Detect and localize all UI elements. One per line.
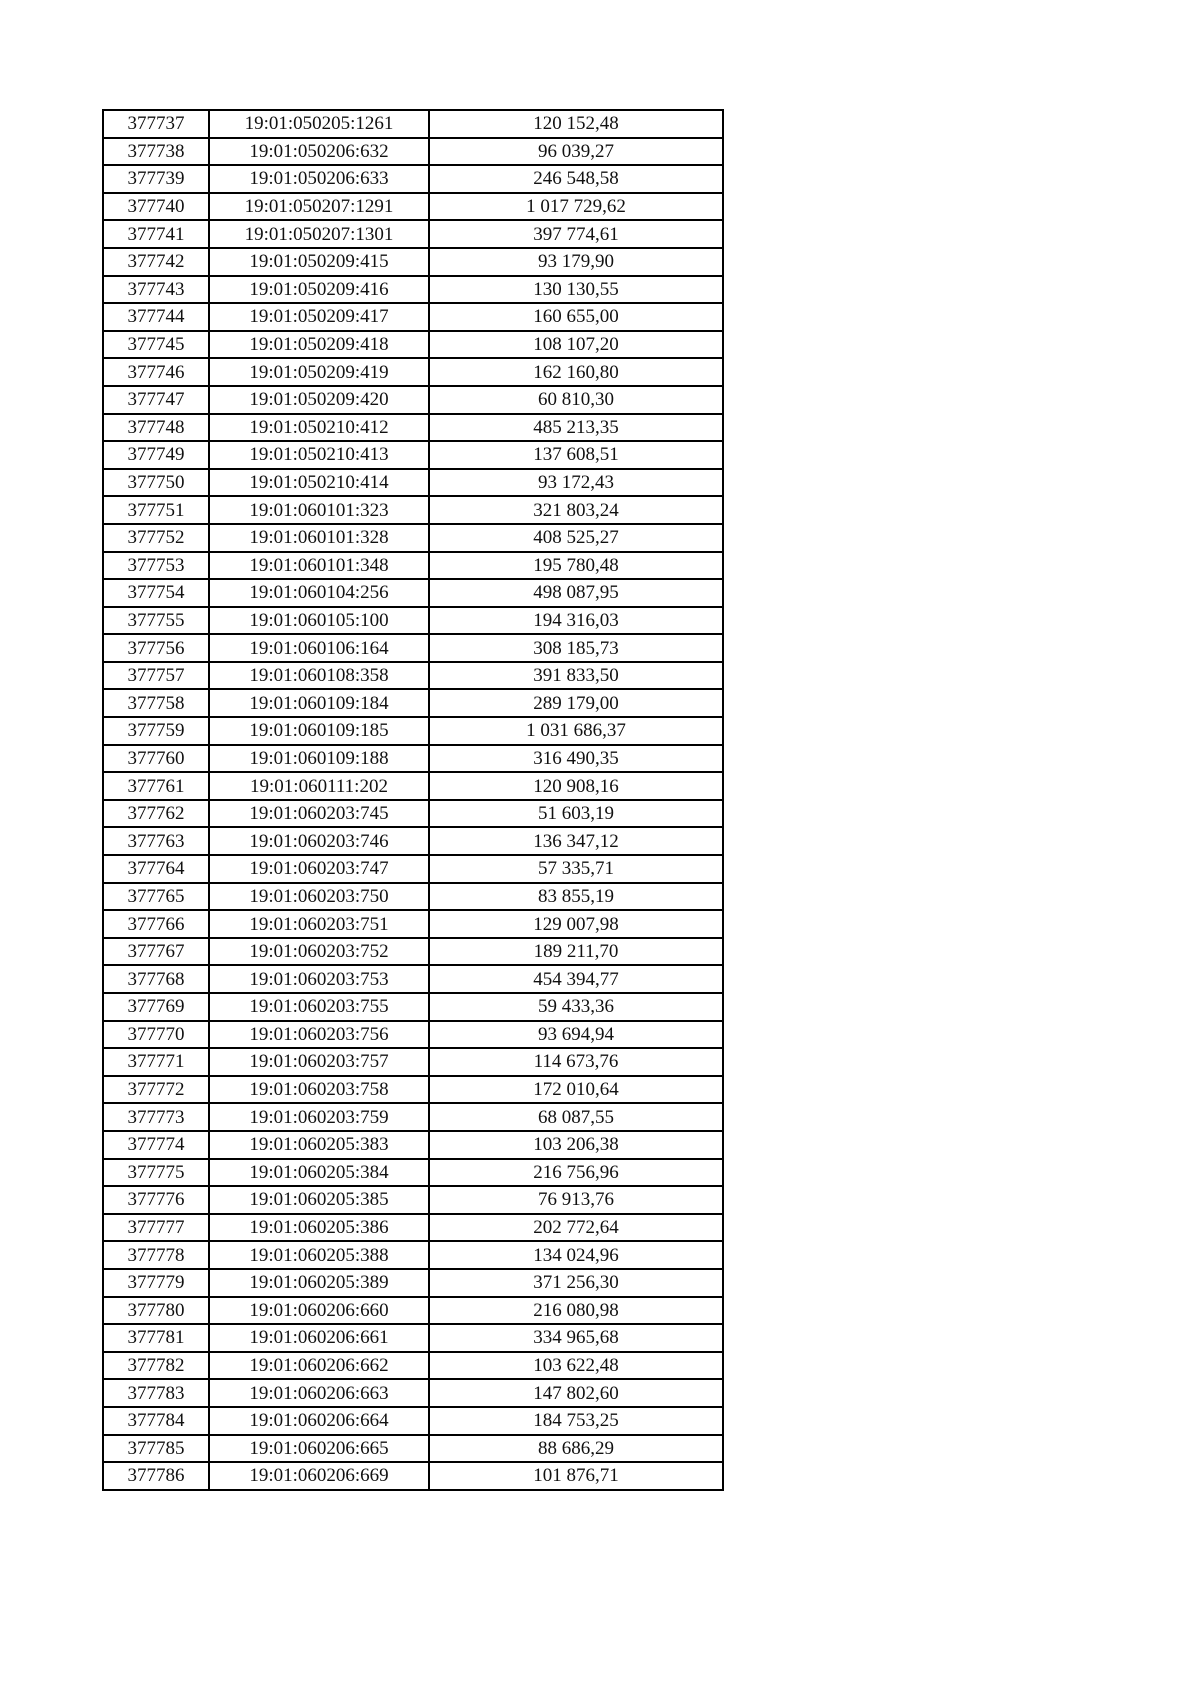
table-row — [103, 524, 723, 552]
cadastral-number-cell: 19:01:060205:386 — [209, 1214, 429, 1242]
table-row — [103, 110, 723, 138]
cadastral-number-cell: 19:01:050210:412 — [209, 414, 429, 442]
cadastral-number-cell: 19:01:060203:745 — [209, 800, 429, 828]
row-number-cell: 377774 — [103, 1131, 209, 1159]
cadastral-number-cell: 19:01:060205:383 — [209, 1131, 429, 1159]
cadastral-number-cell: 19:01:060206:662 — [209, 1352, 429, 1380]
row-number-cell: 377745 — [103, 331, 209, 359]
cadastral-number-cell: 19:01:050209:418 — [209, 331, 429, 359]
row-number-cell: 377767 — [103, 938, 209, 966]
table-row — [103, 855, 723, 883]
row-number-cell: 377760 — [103, 745, 209, 773]
value-cell: 162 160,80 — [429, 358, 723, 386]
row-number-cell: 377763 — [103, 827, 209, 855]
row-number-cell: 377761 — [103, 772, 209, 800]
value-cell: 120 908,16 — [429, 772, 723, 800]
value-cell: 134 024,96 — [429, 1241, 723, 1269]
value-cell: 160 655,00 — [429, 303, 723, 331]
table-row — [103, 469, 723, 497]
cadastral-number-cell: 19:01:060106:164 — [209, 634, 429, 662]
cadastral-number-cell: 19:01:060203:759 — [209, 1103, 429, 1131]
table-row — [103, 634, 723, 662]
table-row — [103, 965, 723, 993]
table-row — [103, 1462, 723, 1490]
cadastral-number-cell: 19:01:050210:414 — [209, 469, 429, 497]
row-number-cell: 377778 — [103, 1241, 209, 1269]
table-row — [103, 1021, 723, 1049]
row-number-cell: 377773 — [103, 1103, 209, 1131]
value-cell: 454 394,77 — [429, 965, 723, 993]
cadastral-number-cell: 19:01:060109:184 — [209, 689, 429, 717]
row-number-cell: 377775 — [103, 1159, 209, 1187]
table-row — [103, 1269, 723, 1297]
table-row — [103, 1352, 723, 1380]
table-row — [103, 1048, 723, 1076]
cadastral-number-cell: 19:01:060109:188 — [209, 745, 429, 773]
table-row — [103, 1435, 723, 1463]
row-number-cell: 377786 — [103, 1462, 209, 1490]
value-cell: 93 172,43 — [429, 469, 723, 497]
value-cell: 308 185,73 — [429, 634, 723, 662]
value-cell: 334 965,68 — [429, 1324, 723, 1352]
value-cell: 316 490,35 — [429, 745, 723, 773]
table-row — [103, 1103, 723, 1131]
table-row — [103, 827, 723, 855]
table-row — [103, 1076, 723, 1104]
cadastral-number-cell: 19:01:060101:348 — [209, 552, 429, 580]
value-cell: 137 608,51 — [429, 441, 723, 469]
value-cell: 136 347,12 — [429, 827, 723, 855]
row-number-cell: 377757 — [103, 662, 209, 690]
value-cell: 195 780,48 — [429, 552, 723, 580]
cadastral-number-cell: 19:01:060203:750 — [209, 883, 429, 911]
value-cell: 76 913,76 — [429, 1186, 723, 1214]
value-cell: 391 833,50 — [429, 662, 723, 690]
cadastral-number-cell: 19:01:060206:660 — [209, 1297, 429, 1325]
value-cell: 184 753,25 — [429, 1407, 723, 1435]
cadastral-number-cell: 19:01:060203:755 — [209, 993, 429, 1021]
row-number-cell: 377739 — [103, 165, 209, 193]
value-cell: 120 152,48 — [429, 110, 723, 138]
cadastral-number-cell: 19:01:060101:328 — [209, 524, 429, 552]
table-row — [103, 607, 723, 635]
table-row — [103, 910, 723, 938]
table-row — [103, 1214, 723, 1242]
cadastral-number-cell: 19:01:060205:384 — [209, 1159, 429, 1187]
cadastral-number-cell: 19:01:060203:752 — [209, 938, 429, 966]
row-number-cell: 377776 — [103, 1186, 209, 1214]
value-cell: 202 772,64 — [429, 1214, 723, 1242]
row-number-cell: 377780 — [103, 1297, 209, 1325]
value-cell: 1 031 686,37 — [429, 717, 723, 745]
cadastral-number-cell: 19:01:060109:185 — [209, 717, 429, 745]
row-number-cell: 377750 — [103, 469, 209, 497]
value-cell: 485 213,35 — [429, 414, 723, 442]
cadastral-number-cell: 19:01:050209:417 — [209, 303, 429, 331]
row-number-cell: 377754 — [103, 579, 209, 607]
table-row — [103, 276, 723, 304]
cadastral-number-cell: 19:01:050210:413 — [209, 441, 429, 469]
cadastral-number-cell: 19:01:060203:746 — [209, 827, 429, 855]
row-number-cell: 377748 — [103, 414, 209, 442]
value-cell: 189 211,70 — [429, 938, 723, 966]
value-cell: 101 876,71 — [429, 1462, 723, 1490]
value-cell: 60 810,30 — [429, 386, 723, 414]
row-number-cell: 377752 — [103, 524, 209, 552]
table-row — [103, 441, 723, 469]
cadastral-number-cell: 19:01:050209:419 — [209, 358, 429, 386]
row-number-cell: 377766 — [103, 910, 209, 938]
table-row — [103, 800, 723, 828]
cadastral-number-cell: 19:01:060105:100 — [209, 607, 429, 635]
row-number-cell: 377741 — [103, 220, 209, 248]
row-number-cell: 377769 — [103, 993, 209, 1021]
cadastral-number-cell: 19:01:060104:256 — [209, 579, 429, 607]
value-cell: 59 433,36 — [429, 993, 723, 1021]
row-number-cell: 377779 — [103, 1269, 209, 1297]
cadastral-value-table — [102, 109, 724, 1491]
value-cell: 289 179,00 — [429, 689, 723, 717]
table-row — [103, 745, 723, 773]
value-cell: 96 039,27 — [429, 138, 723, 166]
cadastral-number-cell: 19:01:060206:664 — [209, 1407, 429, 1435]
value-cell: 68 087,55 — [429, 1103, 723, 1131]
value-cell: 93 179,90 — [429, 248, 723, 276]
value-cell: 321 803,24 — [429, 496, 723, 524]
value-cell: 51 603,19 — [429, 800, 723, 828]
cadastral-number-cell: 19:01:060203:753 — [209, 965, 429, 993]
cadastral-number-cell: 19:01:060108:358 — [209, 662, 429, 690]
table-row — [103, 883, 723, 911]
cadastral-number-cell: 19:01:060203:758 — [209, 1076, 429, 1104]
table-row — [103, 1159, 723, 1187]
value-cell: 108 107,20 — [429, 331, 723, 359]
row-number-cell: 377753 — [103, 552, 209, 580]
cadastral-number-cell: 19:01:060101:323 — [209, 496, 429, 524]
table-row — [103, 165, 723, 193]
row-number-cell: 377749 — [103, 441, 209, 469]
value-cell: 408 525,27 — [429, 524, 723, 552]
cadastral-number-cell: 19:01:060203:757 — [209, 1048, 429, 1076]
table-row — [103, 1297, 723, 1325]
table-row — [103, 579, 723, 607]
table-row — [103, 1186, 723, 1214]
row-number-cell: 377784 — [103, 1407, 209, 1435]
value-cell: 216 756,96 — [429, 1159, 723, 1187]
value-cell: 172 010,64 — [429, 1076, 723, 1104]
value-cell: 147 802,60 — [429, 1379, 723, 1407]
cadastral-number-cell: 19:01:060203:747 — [209, 855, 429, 883]
row-number-cell: 377785 — [103, 1435, 209, 1463]
row-number-cell: 377783 — [103, 1379, 209, 1407]
value-cell: 130 130,55 — [429, 276, 723, 304]
cadastral-number-cell: 19:01:060203:756 — [209, 1021, 429, 1049]
value-cell: 93 694,94 — [429, 1021, 723, 1049]
table-row — [103, 138, 723, 166]
row-number-cell: 377747 — [103, 386, 209, 414]
row-number-cell: 377765 — [103, 883, 209, 911]
table-row — [103, 1407, 723, 1435]
row-number-cell: 377751 — [103, 496, 209, 524]
value-cell: 103 622,48 — [429, 1352, 723, 1380]
value-cell: 216 080,98 — [429, 1297, 723, 1325]
table-row — [103, 1241, 723, 1269]
cadastral-number-cell: 19:01:050206:633 — [209, 165, 429, 193]
table-row — [103, 717, 723, 745]
cadastral-number-cell: 19:01:060206:661 — [209, 1324, 429, 1352]
row-number-cell: 377746 — [103, 358, 209, 386]
cadastral-number-cell: 19:01:060205:385 — [209, 1186, 429, 1214]
row-number-cell: 377738 — [103, 138, 209, 166]
value-cell: 246 548,58 — [429, 165, 723, 193]
cadastral-number-cell: 19:01:060111:202 — [209, 772, 429, 800]
table-row — [103, 496, 723, 524]
table-row — [103, 993, 723, 1021]
cadastral-number-cell: 19:01:060205:389 — [209, 1269, 429, 1297]
row-number-cell: 377758 — [103, 689, 209, 717]
row-number-cell: 377782 — [103, 1352, 209, 1380]
row-number-cell: 377737 — [103, 110, 209, 138]
table-row — [103, 552, 723, 580]
value-cell: 371 256,30 — [429, 1269, 723, 1297]
table-row — [103, 414, 723, 442]
value-cell: 103 206,38 — [429, 1131, 723, 1159]
row-number-cell: 377755 — [103, 607, 209, 635]
table-row — [103, 1379, 723, 1407]
row-number-cell: 377743 — [103, 276, 209, 304]
table-row — [103, 772, 723, 800]
table-row — [103, 193, 723, 221]
row-number-cell: 377742 — [103, 248, 209, 276]
table-row — [103, 331, 723, 359]
row-number-cell: 377744 — [103, 303, 209, 331]
table-row — [103, 303, 723, 331]
value-cell: 114 673,76 — [429, 1048, 723, 1076]
cadastral-number-cell: 19:01:060206:665 — [209, 1435, 429, 1463]
cadastral-number-cell: 19:01:050205:1261 — [209, 110, 429, 138]
table-row — [103, 220, 723, 248]
value-cell: 57 335,71 — [429, 855, 723, 883]
table-body — [103, 110, 723, 1490]
table-row — [103, 938, 723, 966]
row-number-cell: 377777 — [103, 1214, 209, 1242]
row-number-cell: 377762 — [103, 800, 209, 828]
cadastral-number-cell: 19:01:050207:1301 — [209, 220, 429, 248]
row-number-cell: 377740 — [103, 193, 209, 221]
cadastral-number-cell: 19:01:060203:751 — [209, 910, 429, 938]
cadastral-number-cell: 19:01:060206:663 — [209, 1379, 429, 1407]
value-cell: 1 017 729,62 — [429, 193, 723, 221]
value-cell: 397 774,61 — [429, 220, 723, 248]
table-row — [103, 662, 723, 690]
cadastral-number-cell: 19:01:050207:1291 — [209, 193, 429, 221]
cadastral-number-cell: 19:01:060206:669 — [209, 1462, 429, 1490]
value-cell: 129 007,98 — [429, 910, 723, 938]
row-number-cell: 377770 — [103, 1021, 209, 1049]
table-row — [103, 1324, 723, 1352]
row-number-cell: 377759 — [103, 717, 209, 745]
table-row — [103, 358, 723, 386]
value-cell: 498 087,95 — [429, 579, 723, 607]
row-number-cell: 377772 — [103, 1076, 209, 1104]
value-cell: 88 686,29 — [429, 1435, 723, 1463]
cadastral-number-cell: 19:01:050209:420 — [209, 386, 429, 414]
cadastral-number-cell: 19:01:060205:388 — [209, 1241, 429, 1269]
table-row — [103, 1131, 723, 1159]
row-number-cell: 377764 — [103, 855, 209, 883]
row-number-cell: 377768 — [103, 965, 209, 993]
row-number-cell: 377771 — [103, 1048, 209, 1076]
table-row — [103, 248, 723, 276]
cadastral-number-cell: 19:01:050206:632 — [209, 138, 429, 166]
cadastral-number-cell: 19:01:050209:416 — [209, 276, 429, 304]
table-row — [103, 386, 723, 414]
value-cell: 83 855,19 — [429, 883, 723, 911]
value-cell: 194 316,03 — [429, 607, 723, 635]
cadastral-number-cell: 19:01:050209:415 — [209, 248, 429, 276]
table-row — [103, 689, 723, 717]
row-number-cell: 377756 — [103, 634, 209, 662]
row-number-cell: 377781 — [103, 1324, 209, 1352]
